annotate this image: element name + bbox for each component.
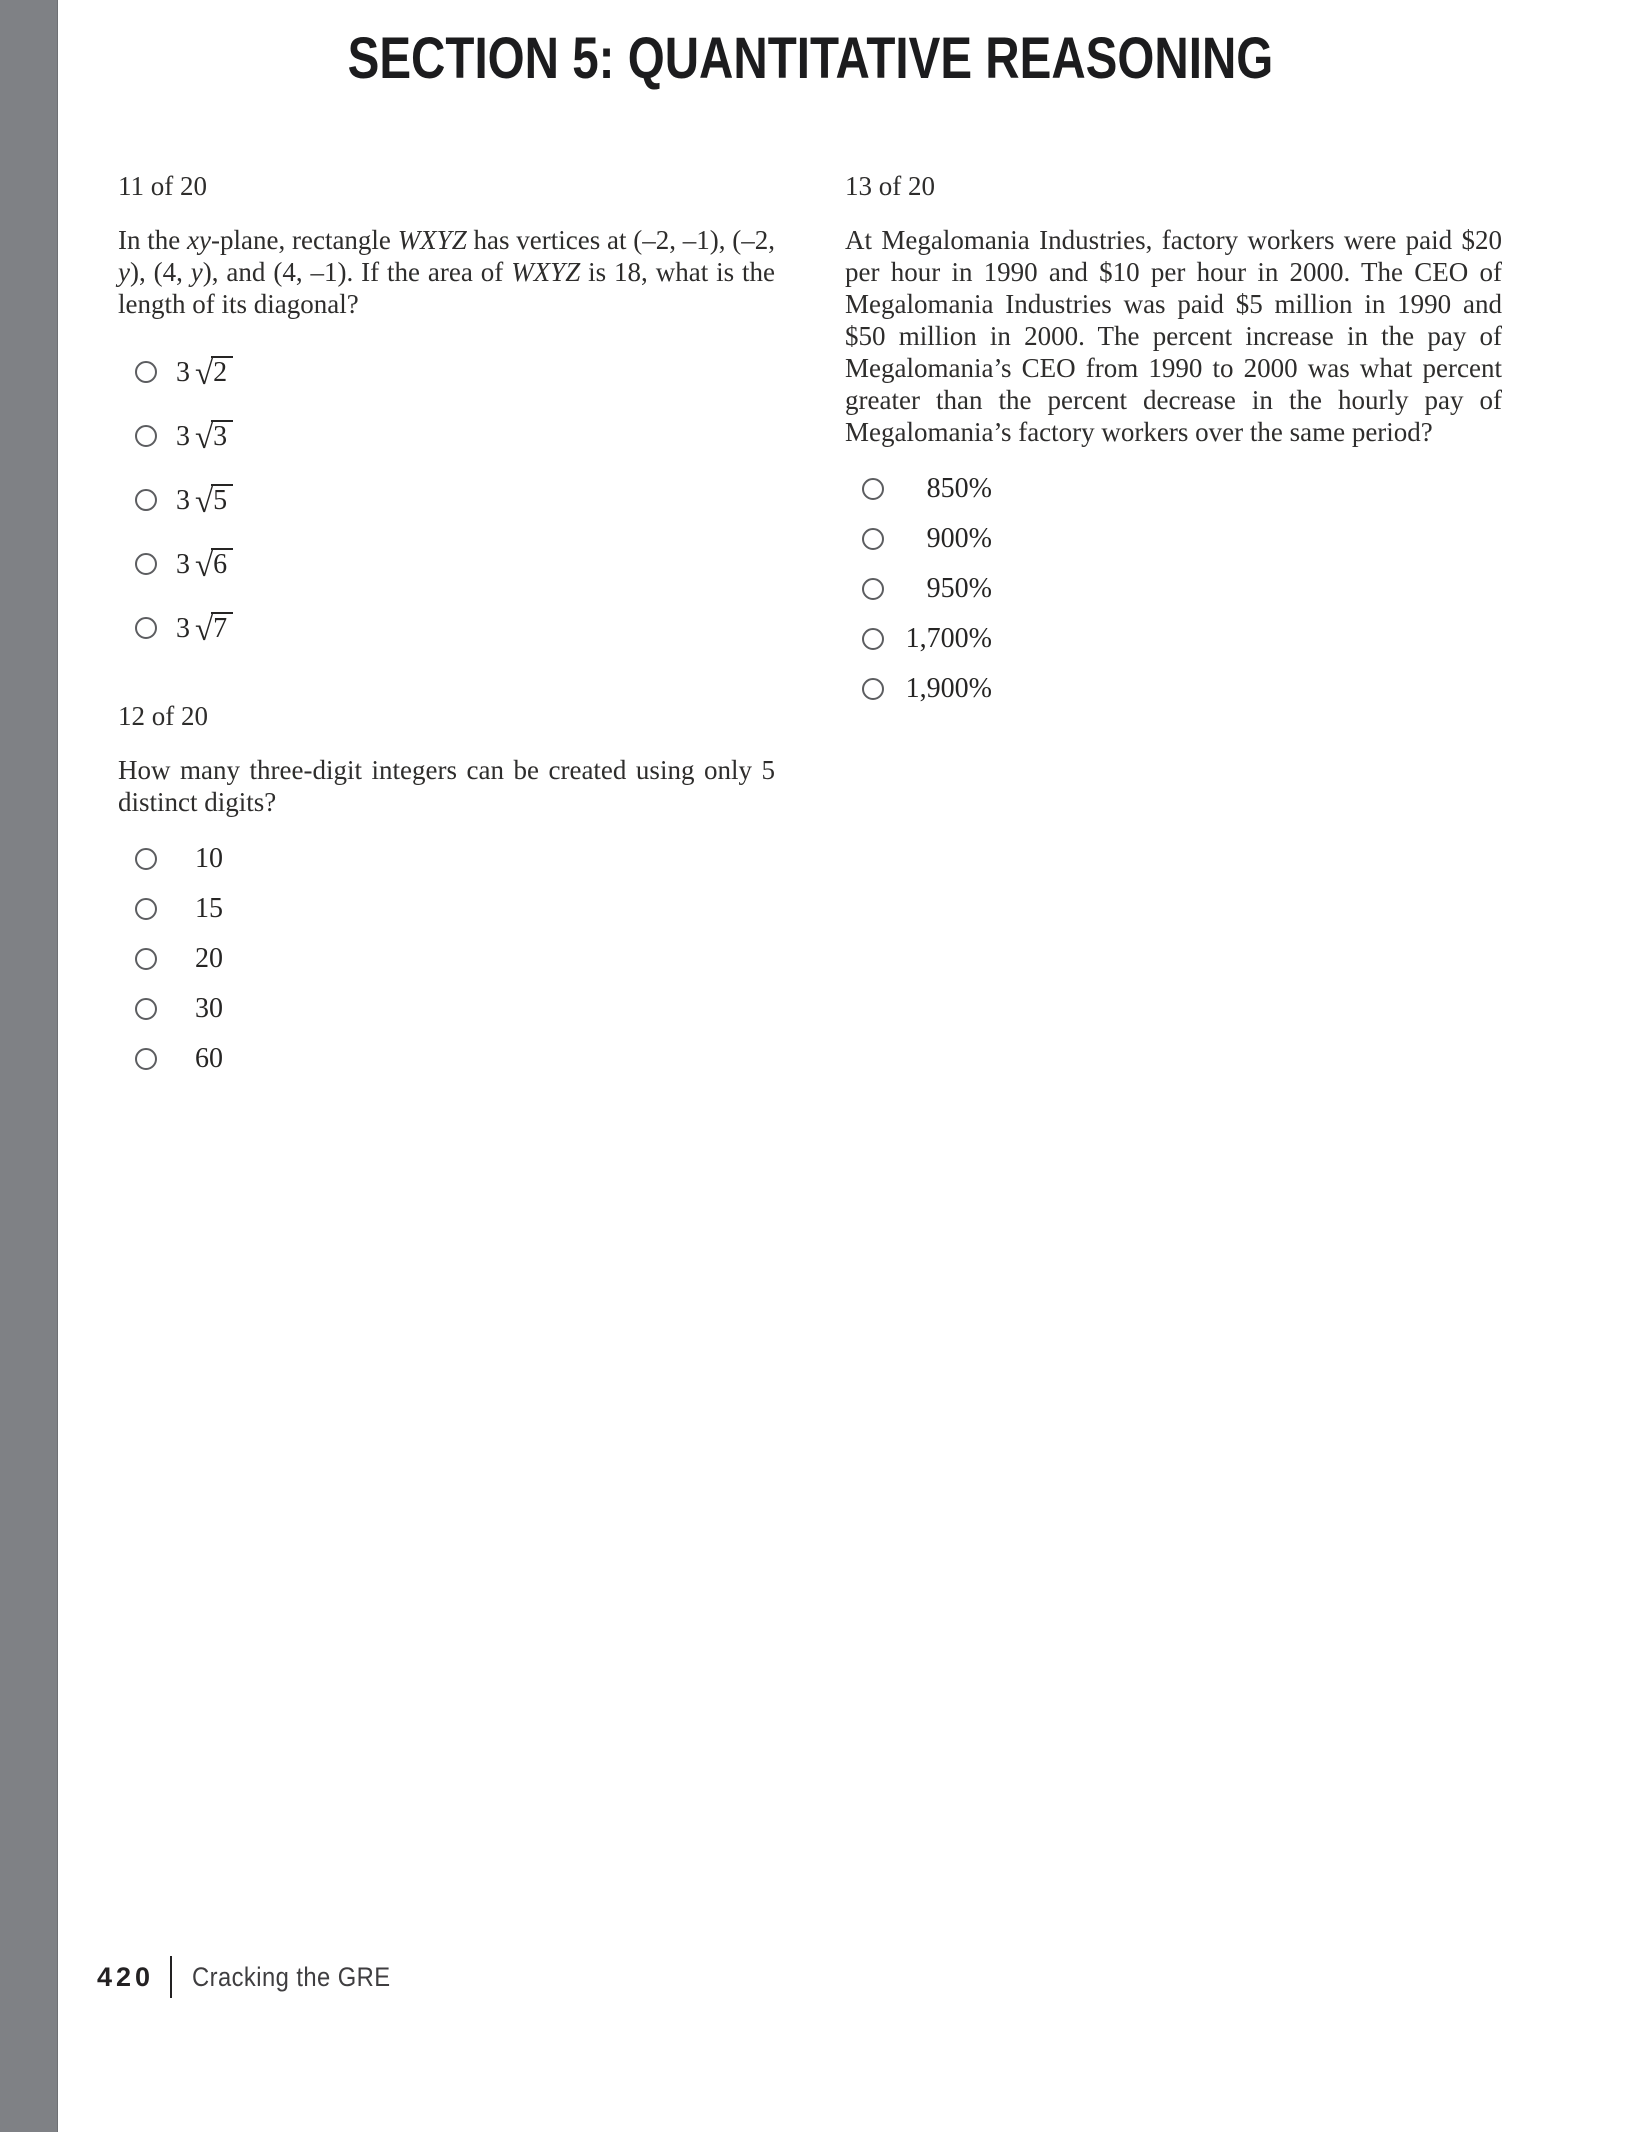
radio-button-icon[interactable]: [135, 848, 157, 870]
answer-options: [845, 464, 1502, 714]
page-title: SECTION 5: QUANTITATIVE REASONING: [347, 26, 1273, 91]
answer-option[interactable]: [118, 404, 775, 468]
question-number: 13 of 20: [845, 171, 935, 201]
left-column: [118, 170, 775, 1084]
answer-option[interactable]: [845, 514, 1502, 564]
radio-button-icon[interactable]: [135, 361, 157, 383]
radio-button-icon[interactable]: [862, 478, 884, 500]
option-label: 1,700%: [905, 623, 992, 654]
sqrt-coefficient: 3: [176, 612, 190, 644]
prompt-segment: At Megalomania Industries, factory workers were paid $20 per hour in 1990 and $10 per hour in 2000. The CEO of Megalomania Industries was paid $5 million in 1990 and $50 million in 2000. The percent increase in the pay of Megalomania’s CEO from 1990 to 2000 was what percent greater than the percent decrease in the hourly pay of Megalomania’s factory workers over the same period?: [845, 225, 1502, 447]
answer-option[interactable]: [118, 984, 775, 1034]
answer-option[interactable]: [118, 468, 775, 532]
radical-sign-icon: √: [195, 611, 214, 648]
radio-button-icon[interactable]: [135, 425, 157, 447]
option-label: [176, 419, 233, 456]
radio-button-icon[interactable]: [135, 617, 157, 639]
option-label: [176, 547, 233, 584]
radio-button-icon[interactable]: [862, 628, 884, 650]
prompt-segment: In the: [118, 225, 188, 255]
answer-option[interactable]: [118, 532, 775, 596]
page-header: [118, 28, 1502, 90]
answer-options: [118, 834, 775, 1084]
prompt-segment: y: [118, 257, 130, 287]
radio-button-icon[interactable]: [135, 898, 157, 920]
radio-button-icon[interactable]: [862, 678, 884, 700]
footer-divider: [170, 1956, 172, 1998]
radical-sign-icon: √: [195, 547, 214, 584]
option-label: 850%: [926, 473, 992, 504]
prompt-segment: ), (4,: [129, 257, 191, 287]
radio-button-icon[interactable]: [135, 998, 157, 1020]
prompt-segment: ), and (4, –1). If the area of: [202, 257, 512, 287]
radicand: 3: [211, 420, 233, 449]
prompt-segment: is 18, what is the length of its diagonal?: [118, 257, 776, 319]
prompt-segment: WXYZ: [511, 257, 581, 287]
question-prompt: [118, 754, 775, 818]
radicand: 7: [211, 612, 233, 641]
radicand: 2: [211, 356, 233, 385]
option-label: 30: [195, 993, 223, 1024]
answer-option[interactable]: [845, 564, 1502, 614]
option-label: [176, 611, 233, 648]
prompt-segment: How many three-digit integers can be created using only 5 distinct digits?: [118, 755, 775, 817]
question-prompt: [845, 224, 1502, 448]
radical-sign-icon: √: [195, 483, 214, 520]
radio-button-icon[interactable]: [862, 528, 884, 550]
option-label: 950%: [926, 573, 992, 604]
question-12: [118, 700, 775, 1084]
radio-button-icon[interactable]: [135, 1048, 157, 1070]
answer-options: [118, 340, 775, 660]
question-columns: [118, 170, 1502, 1084]
book-title: Cracking the GRE: [192, 1961, 391, 1992]
left-margin-bar: [0, 0, 58, 2132]
radicand: 6: [211, 548, 233, 577]
sqrt-coefficient: 3: [176, 548, 190, 580]
sqrt-coefficient: 3: [176, 356, 190, 388]
radical-sign-icon: √: [195, 355, 214, 392]
question-number: 12 of 20: [118, 701, 208, 731]
prompt-segment: has vertices at (–2, –1), (–2,: [466, 225, 776, 255]
answer-option[interactable]: [118, 596, 775, 660]
option-label: 900%: [926, 523, 992, 554]
answer-option[interactable]: [118, 934, 775, 984]
page-number: 420: [97, 1961, 155, 1992]
sqrt-coefficient: 3: [176, 484, 190, 516]
question-prompt: [118, 224, 775, 320]
answer-option[interactable]: [118, 884, 775, 934]
option-label: [176, 355, 233, 392]
prompt-segment: y: [190, 257, 203, 287]
option-label: [176, 483, 233, 520]
radical-sign-icon: √: [195, 419, 214, 456]
answer-option[interactable]: [845, 614, 1502, 664]
option-label: 20: [195, 943, 223, 974]
radicand: 5: [211, 484, 233, 513]
option-label: 15: [195, 893, 223, 924]
radio-button-icon[interactable]: [135, 553, 157, 575]
page-footer: [97, 1956, 418, 1998]
radio-button-icon[interactable]: [135, 489, 157, 511]
prompt-segment: -plane, rectangle: [211, 225, 398, 255]
question-13: [845, 170, 1502, 714]
right-column: [845, 170, 1502, 714]
radio-button-icon[interactable]: [862, 578, 884, 600]
option-label: 1,900%: [905, 673, 992, 704]
option-label: 10: [195, 843, 223, 874]
answer-option[interactable]: [118, 340, 775, 404]
radio-button-icon[interactable]: [135, 948, 157, 970]
prompt-segment: WXYZ: [397, 225, 467, 255]
answer-option[interactable]: [845, 464, 1502, 514]
question-number: 11 of 20: [118, 171, 207, 201]
prompt-segment: xy: [187, 225, 211, 255]
answer-option[interactable]: [118, 1034, 775, 1084]
answer-option[interactable]: [118, 834, 775, 884]
question-11: [118, 170, 775, 660]
option-label: 60: [195, 1043, 223, 1074]
sqrt-coefficient: 3: [176, 420, 190, 452]
answer-option[interactable]: [845, 664, 1502, 714]
